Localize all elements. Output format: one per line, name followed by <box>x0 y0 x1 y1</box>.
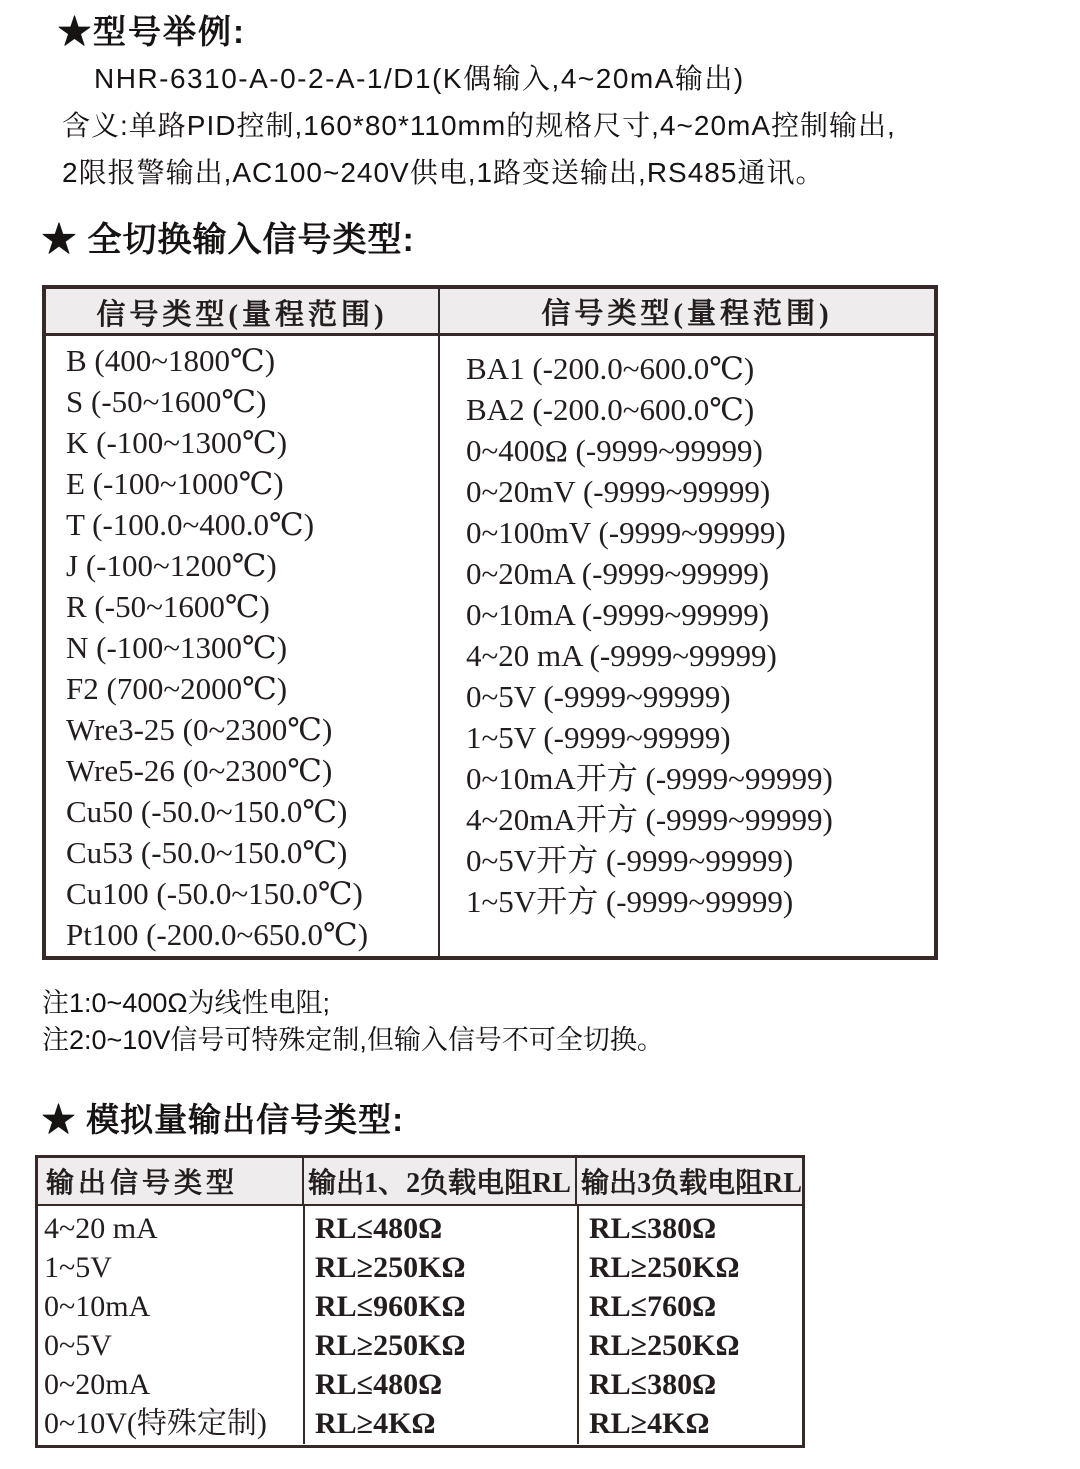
input-table-body <box>46 336 934 957</box>
output-signal-table <box>35 1155 805 1448</box>
table-row: 0~400Ω (-9999~99999) <box>466 433 763 468</box>
output-cell: RL≤380Ω <box>589 1212 717 1245</box>
model-example-code: NHR-6310-A-0-2-A-1/D1(K偶输入,4~20mA输出) <box>94 63 745 94</box>
output-table-header-type: 输出信号类型 <box>38 1158 304 1204</box>
table-row: BA1 (-200.0~600.0℃) <box>466 351 755 386</box>
table-row: T (-100.0~400.0℃) <box>66 507 315 542</box>
output-table-col-type <box>38 1206 305 1444</box>
table-row: N (-100~1300℃) <box>66 630 288 665</box>
table-row: 0~10mA (-9999~99999) <box>466 597 770 632</box>
input-table-header-row <box>46 289 934 336</box>
table-row: Wre5-26 (0~2300℃) <box>66 753 333 788</box>
table-row: 4~20mA开方 (-9999~99999) <box>466 802 833 837</box>
output-cell: RL≥4KΩ <box>315 1407 436 1440</box>
output-table-col-rl12 <box>305 1206 579 1444</box>
table-row: 0~5V (-9999~99999) <box>466 679 731 714</box>
output-cell: 0~5V <box>44 1329 112 1362</box>
table-row: Cu50 (-50.0~150.0℃) <box>66 794 348 829</box>
table-row: Wre3-25 (0~2300℃) <box>66 712 333 747</box>
note-1: 注1:0~400Ω为线性电阻; <box>42 988 331 1018</box>
input-table-header-right: 信号类型(量程范围) <box>541 297 833 330</box>
output-cell: 0~10mA <box>44 1290 151 1323</box>
model-meaning-line-2: 2限报警输出,AC100~240V供电,1路变送输出,RS485通讯。 <box>62 157 825 188</box>
table-row: 0~5V开方 (-9999~99999) <box>466 843 794 878</box>
table-row: 0~20mA (-9999~99999) <box>466 556 770 591</box>
output-table-header-rl12: 输出1、2负载电阻RL <box>304 1158 577 1204</box>
output-cell: 0~20mA <box>44 1368 151 1401</box>
output-cell: RL≤760Ω <box>589 1290 717 1323</box>
output-cell: 4~20 mA <box>44 1212 158 1245</box>
output-cell: RL≥250KΩ <box>315 1251 466 1284</box>
output-cell: RL≥250KΩ <box>589 1251 740 1284</box>
output-signal-section-title: ★ 模拟量输出信号类型: <box>42 1101 405 1138</box>
model-meaning-line-1: 含义:单路PID控制,160*80*110mm的规格尺寸,4~20mA控制输出, <box>62 110 896 141</box>
table-row: K (-100~1300℃) <box>66 425 288 460</box>
table-row: F2 (700~2000℃) <box>66 671 288 706</box>
table-row: 1~5V (-9999~99999) <box>466 720 731 755</box>
output-cell: RL≥250KΩ <box>589 1329 740 1362</box>
output-table-header-rl3: 输出3负载电阻RL <box>581 1168 802 1199</box>
output-cell: RL≤480Ω <box>315 1212 443 1245</box>
output-cell: RL≤960KΩ <box>315 1290 466 1323</box>
output-cell: RL≥4KΩ <box>589 1407 710 1440</box>
output-table-body <box>38 1206 802 1444</box>
table-row: Cu53 (-50.0~150.0℃) <box>66 835 348 870</box>
table-row: E (-100~1000℃) <box>66 466 284 501</box>
table-row: J (-100~1200℃) <box>66 548 277 583</box>
input-signal-table <box>42 285 938 960</box>
table-row: 1~5V开方 (-9999~99999) <box>466 884 794 919</box>
note-2: 注2:0~10V信号可特殊定制,但输入信号不可全切换。 <box>42 1025 664 1055</box>
model-example-title: ★型号举例: <box>58 13 246 50</box>
table-row: B (400~1800℃) <box>66 343 276 378</box>
table-row: 0~100mV (-9999~99999) <box>466 515 786 550</box>
table-row: R (-50~1600℃) <box>66 589 270 624</box>
input-table-right-column <box>440 336 934 957</box>
output-cell: RL≥250KΩ <box>315 1329 466 1362</box>
table-row: Pt100 (-200.0~650.0℃) <box>66 917 369 952</box>
table-row: BA2 (-200.0~600.0℃) <box>466 392 755 427</box>
output-cell: RL≤380Ω <box>589 1368 717 1401</box>
input-table-left-column <box>46 336 440 957</box>
output-table-header-row <box>38 1158 802 1206</box>
output-cell: 0~10V(特殊定制) <box>44 1407 267 1440</box>
input-table-header-left: 信号类型(量程范围) <box>46 289 440 336</box>
table-row: 4~20 mA (-9999~99999) <box>466 638 777 673</box>
output-table-col-rl3 <box>579 1206 802 1444</box>
output-cell: 1~5V <box>44 1251 112 1284</box>
table-row: 0~20mV (-9999~99999) <box>466 474 771 509</box>
table-row: Cu100 (-50.0~150.0℃) <box>66 876 363 911</box>
output-cell: RL≤480Ω <box>315 1368 443 1401</box>
table-row: 0~10mA开方 (-9999~99999) <box>466 761 833 796</box>
table-row: S (-50~1600℃) <box>66 384 267 419</box>
input-signal-section-title: ★ 全切换输入信号类型: <box>42 221 415 259</box>
